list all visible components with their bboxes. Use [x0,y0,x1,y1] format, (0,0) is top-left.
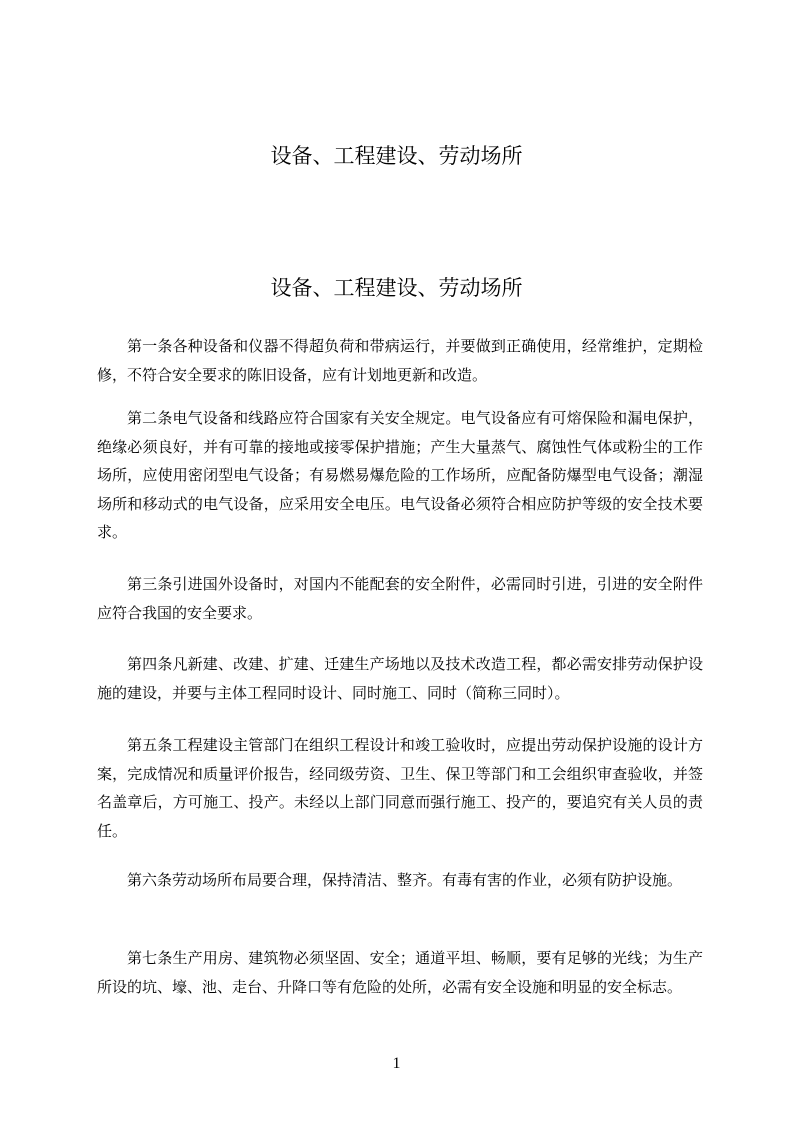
article-6: 第六条劳动场所布局要合理，保持清洁、整齐。有毒有害的作业，必须有防护设施。 [127,871,683,889]
document-title: 设备、工程建设、劳动场所 [270,144,523,168]
article-2: 第二条电气设备和线路应符合国家有关安全规定。电气设备应有可熔保险和漏电保护，绝缘必须良好，并有可靠的接地或接零保护措施；产生大量蒸气、腐蚀性气体或粉尘的工作场所，应使用密闭型电气设备；有易燃易爆危险的工作场所，应配备防爆型电气设备；潮湿场所和移动式的电气设备，应采用安全电压。电气设备必须符合相应防护等级的安全技术要求。 [97,409,703,541]
article-1: 第一条各种设备和仪器不得超负荷和带病运行，并要做到正确使用，经常维护，定期检修，不符合安全要求的陈旧设备，应有计划地更新和改造。 [97,337,703,384]
article-7: 第七条生产用房、建筑物必须坚固、安全；通道平坦、畅顺，要有足够的光线；为生产所设的坑、壕、池、走台、升降口等有危险的处所，必需有安全设施和明显的安全标志。 [97,949,703,996]
article-3: 第三条引进国外设备时，对国内不能配套的安全附件，必需同时引进，引进的安全附件应符合我国的安全要求。 [97,575,703,622]
section-title: 设备、工程建设、劳动场所 [270,276,523,300]
article-5: 第五条工程建设主管部门在组织工程设计和竣工验收时，应提出劳动保护设施的设计方案，完成情况和质量评价报告，经同级劳资、卫生、保卫等部门和工会组织审查验收，并签名盖章后，方可施工、投产。未经以上部门同意而强行施工、投产的，要追究有关人员的责任。 [97,736,703,840]
page-number: 1 [392,1055,401,1072]
article-4: 第四条凡新建、改建、扩建、迁建生产场地以及技术改造工程，都必需安排劳动保护设施的建设，并要与主体工程同时设计、同时施工、同时（简称三同时）。 [97,655,703,702]
